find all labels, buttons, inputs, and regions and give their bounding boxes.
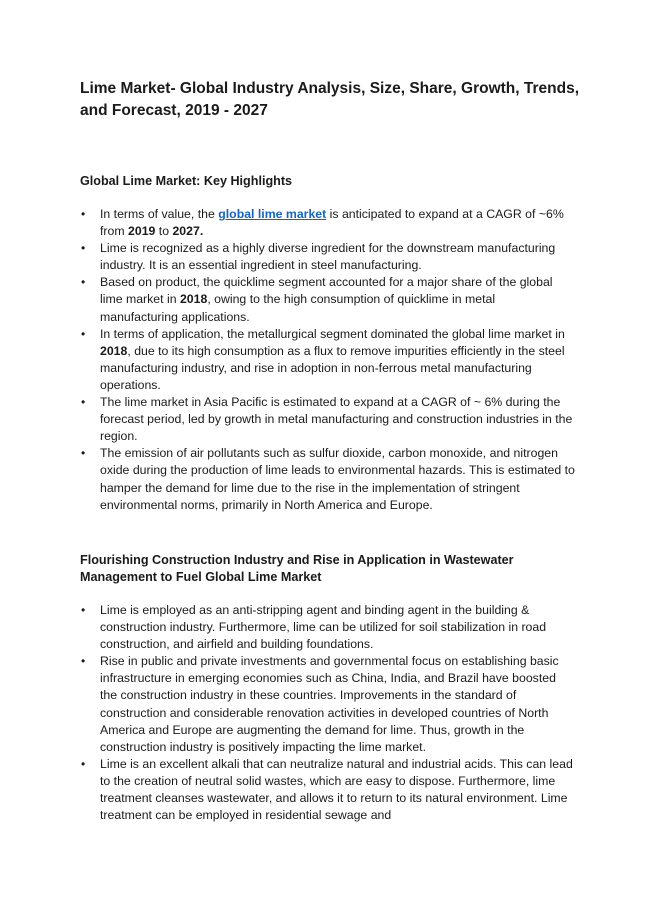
list-item: • In terms of value, the global lime market is anticipated to expand at a CAGR of ~6% from 2019 to 2027.	[81, 207, 564, 239]
list-item: • Lime is an excellent alkali that can neutralize natural and industrial acids. This can lead to the creation of neutral solid wastes, which are easy to dispose. Furthermore, lime treatment cleanses wastewater, and allows it to return to its natural environment. Lime treatment can be employed in residential sewage and	[81, 756, 573, 823]
bullet-icon: •	[81, 603, 86, 617]
global-lime-market-link[interactable]: global lime market	[218, 207, 327, 221]
list-item: • Lime is recognized as a highly diverse ingredient for the downstream manufacturing industry. It is an essential ingredient in steel manufacturing.	[81, 241, 556, 273]
section-heading-key-highlights: Global Lime Market: Key Highlights	[80, 174, 293, 188]
list-item: • Lime is employed as an anti-stripping agent and binding agent in the building & construction industry. Furthermore, lime can be utilized for soil stabilization in road construction, and airfield and building foundations.	[81, 603, 547, 652]
section-heading-construction: Flourishing Construction Industry and Rise in Application in Wastewater Management to Fuel Global Lime Market	[80, 553, 514, 584]
bullet-icon: •	[81, 207, 86, 221]
bullet-icon: •	[81, 395, 86, 410]
bullet-icon: •	[81, 275, 86, 290]
bullet-icon: •	[81, 326, 86, 341]
construction-list	[80, 602, 575, 824]
list-item: • Rise in public and private investments and governmental focus on establishing basic infrastructure in emerging economies such as China, India, and Brazil have boosted the construction industry in these countries. Improvements in the standard of construction and considerable renovation activities in developed countries of North America and Europe are augmenting the demand for lime. Thus, growth in the construction industry is positively impacting the lime market.	[81, 654, 559, 754]
list-item: • The emission of air pollutants such as sulfur dioxide, carbon monoxide, and nitrogen oxide during the production of lime leads to environmental hazards. This is estimated to hamper the demand for lime due to the rise in the implementation of stringent environmental norms, primarily in North America and Europe.	[81, 446, 575, 512]
bullet-icon: •	[81, 241, 86, 256]
key-highlights-list	[80, 206, 575, 514]
document-title: Lime Market- Global Industry Analysis, Size, Share, Growth, Trends, and Forecast, 2019 - 2027	[80, 80, 579, 119]
list-item: • Based on product, the quicklime segment accounted for a major share of the global lime market in 2018, owing to the high consumption of quicklime in metal manufacturing applications.	[81, 275, 553, 324]
bullet-icon: •	[81, 654, 86, 669]
bullet-icon: •	[81, 446, 86, 461]
list-item: • The lime market in Asia Pacific is estimated to expand at a CAGR of ~ 6% during the forecast period, led by growth in metal manufacturing and construction industries in the region.	[81, 395, 573, 444]
bullet-icon: •	[81, 756, 86, 771]
list-item: • In terms of application, the metallurgical segment dominated the global lime market in 2018, due to its high consumption as a flux to remove impurities efficiently in the steel manufacturing industry, and rise in adoption in non-ferrous metal manufacturing operations.	[81, 326, 565, 392]
